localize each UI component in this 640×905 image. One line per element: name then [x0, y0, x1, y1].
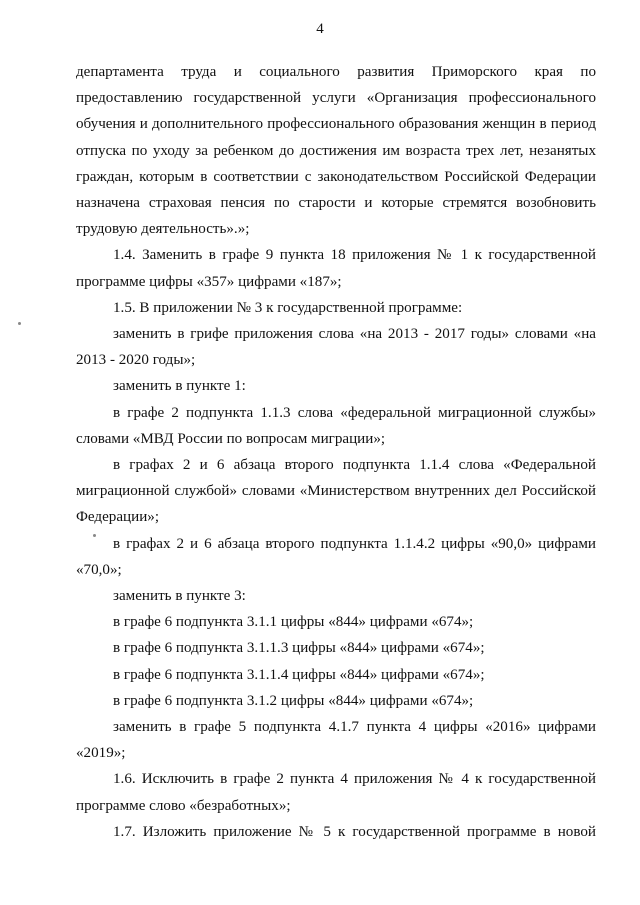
paragraph: департамента труда и социального развития Приморского края по предоставлению государственной услуги «Организация профессионального обучения и дополнительного профессионального образования женщин в период отпуска по уходу за ребенком до достижения им возраста трех лет, незанятых граждан, которым в соответствии с законодательством Российской Федерации назначена страховая пенсия по старости и которые стремятся возобновить трудовую деятельность».»; — [76, 64, 596, 238]
scan-mark — [18, 322, 21, 325]
paragraph: 1.5. В приложении № 3 к государственной программе: — [113, 299, 463, 316]
paragraph: 1.6. Исключить в графе 2 пункта 4 приложения № 4 к государственной программе слово «безработных»; — [76, 771, 596, 814]
paragraph: 1.4. Заменить в графе 9 пункта 18 приложения № 1 к государственной программе цифры «357» цифрами «187»; — [76, 247, 596, 290]
paragraph: в графах 2 и 6 абзаца второго подпункта 1.1.4 слова «Федеральной миграционной службой» словами «Министерством внутренних дел Российской Федерации»; — [76, 457, 596, 526]
paragraph: в графе 6 подпункта 3.1.1 цифры «844» цифрами «674»; — [113, 614, 474, 631]
paragraph: в графе 6 подпункта 3.1.1.3 цифры «844» цифрами «674»; — [113, 640, 485, 657]
document-body — [76, 59, 596, 845]
paragraph: заменить в пункте 1: — [113, 378, 246, 395]
paragraph: 1.7. Изложить приложение № 5 к государственной программе в новой — [113, 823, 596, 840]
paragraph: заменить в графе 5 подпункта 4.1.7 пункта 4 цифры «2016» цифрами «2019»; — [76, 719, 596, 762]
paragraph: заменить в пункте 3: — [113, 588, 246, 605]
paragraph: заменить в грифе приложения слова «на 2013 - 2017 годы» словами «на 2013 - 2020 годы»; — [76, 326, 596, 369]
paragraph: в графе 2 подпункта 1.1.3 слова «федеральной миграционной службы» словами «МВД России по вопросам миграции»; — [76, 404, 596, 447]
paragraph: в графе 6 подпункта 3.1.2 цифры «844» цифрами «674»; — [113, 692, 474, 709]
paragraph: в графах 2 и 6 абзаца второго подпункта 1.1.4.2 цифры «90,0» цифрами «70,0»; — [76, 535, 596, 578]
paragraph: в графе 6 подпункта 3.1.1.4 цифры «844» цифрами «674»; — [113, 666, 485, 683]
page-number: 4 — [316, 21, 324, 37]
